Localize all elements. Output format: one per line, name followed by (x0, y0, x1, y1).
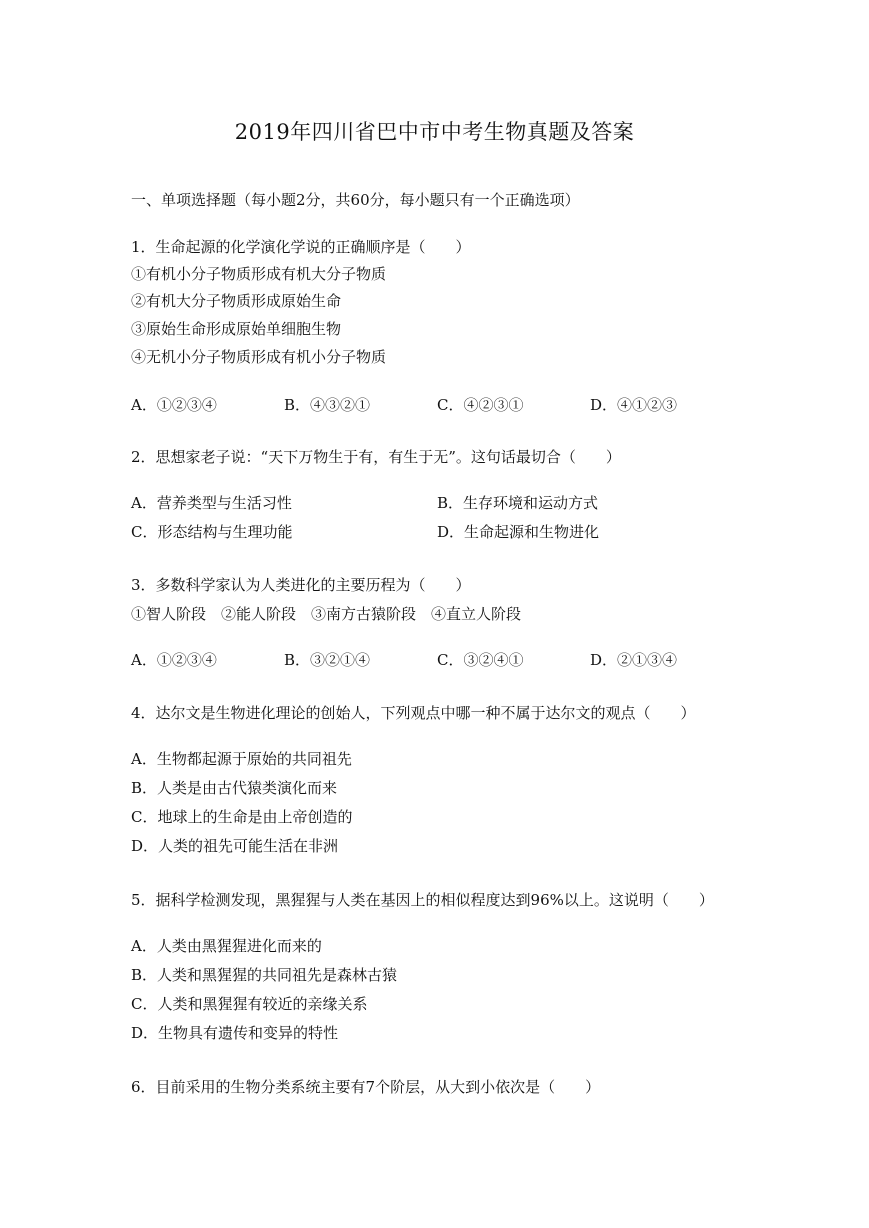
question-4-option-d: D．人类的祖先可能生活在非洲 (131, 837, 339, 855)
question-2-option-a: A．营养类型与生活习性 (131, 494, 292, 512)
question-3-option-c: C．③②④① (437, 651, 524, 669)
section-heading: 一、单项选择题（每小题2分，共60分，每小题只有一个正确选项） (131, 191, 580, 209)
question-5-option-d: D．生物具有遗传和变异的特性 (131, 1024, 339, 1042)
question-4-option-a: A．生物都起源于原始的共同祖先 (131, 750, 352, 768)
question-1-option-a: A．①②③④ (131, 396, 217, 414)
question-2-option-c: C．形态结构与生理功能 (131, 523, 293, 541)
question-1-option-b: B．④③②① (284, 396, 371, 414)
question-1-item: ③原始生命形成原始单细胞生物 (131, 320, 342, 338)
question-4-option-b: B．人类是由古代猿类演化而来 (131, 779, 338, 797)
question-3-option-d: D．②①③④ (590, 651, 678, 669)
question-1-option-c: C．④②③① (437, 396, 524, 414)
question-1-option-d: D．④①②③ (590, 396, 678, 414)
question-5-option-a: A．人类由黑猩猩进化而来的 (131, 937, 322, 955)
question-5-stem: 5．据科学检测发现，黑猩猩与人类在基因上的相似程度达到96%以上。这说明（ ） (131, 891, 714, 909)
question-3-option-a: A．①②③④ (131, 651, 217, 669)
question-1-stem: 1．生命起源的化学演化学说的正确顺序是（ ） (131, 238, 471, 256)
question-2-option-b: B．生存环境和运动方式 (437, 494, 599, 512)
question-4-option-c: C．地球上的生命是由上帝创造的 (131, 808, 353, 826)
question-3-option-b: B．③②①④ (284, 651, 371, 669)
question-6-stem: 6．目前采用的生物分类系统主要有7个阶层，从大到小依次是（ ） (131, 1078, 601, 1096)
question-3-items: ①智人阶段 ②能人阶段 ③南方古猿阶段 ④直立人阶段 (131, 605, 522, 623)
question-1-item: ④无机小分子物质形成有机小分子物质 (131, 348, 387, 366)
question-1-item: ②有机大分子物质形成原始生命 (131, 292, 342, 310)
question-3-stem: 3．多数科学家认为人类进化的主要历程为（ ） (131, 576, 471, 594)
question-2-option-d: D．生命起源和生物进化 (437, 523, 600, 541)
question-5-option-b: B．人类和黑猩猩的共同祖先是森林古猿 (131, 966, 398, 984)
page-title: 2019年四川省巴中市中考生物真题及答案 (234, 120, 635, 144)
question-2-stem: 2．思想家老子说：“天下万物生于有，有生于无”。这句话最切合（ ） (131, 448, 621, 466)
question-1-item: ①有机小分子物质形成有机大分子物质 (131, 265, 387, 283)
question-5-option-c: C．人类和黑猩猩有较近的亲缘关系 (131, 995, 368, 1013)
question-4-stem: 4．达尔文是生物进化理论的创始人，下列观点中哪一种不属于达尔文的观点（ ） (131, 704, 696, 722)
